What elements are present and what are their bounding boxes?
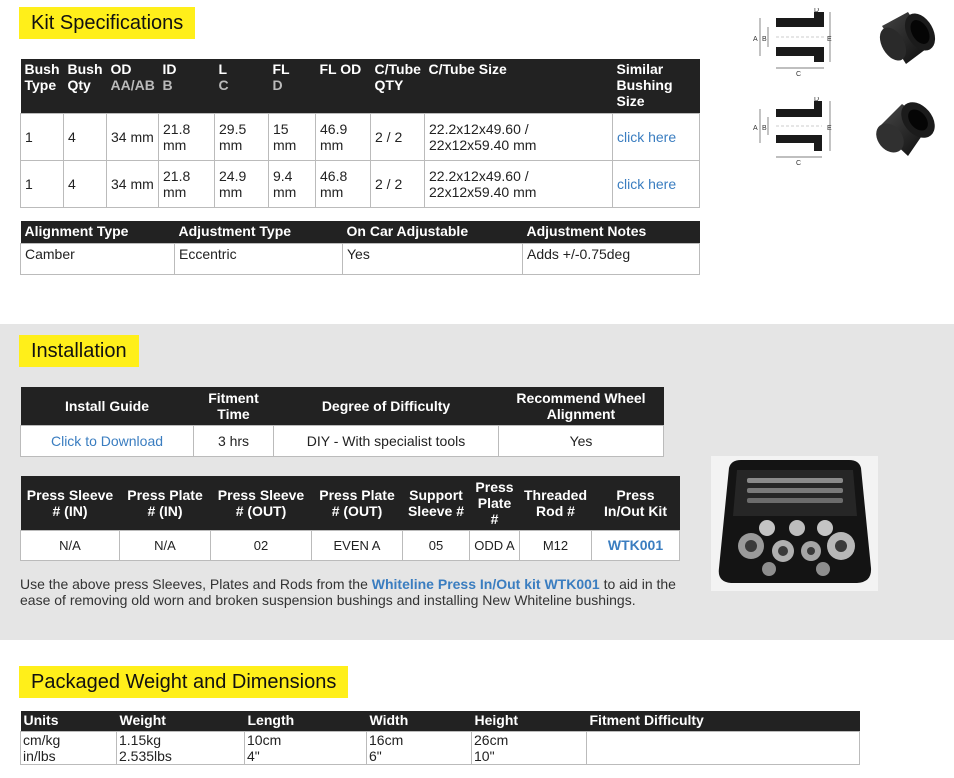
- table-row: [21, 244, 700, 275]
- cell-press-sleeve-in: N/A: [21, 531, 120, 561]
- cell-flange: 15 mm: [269, 114, 316, 161]
- col-fitment-time: Fitment Time: [194, 387, 274, 426]
- cell-weight: 1.15kg 2.535lbs: [117, 732, 245, 765]
- col-height: Height: [472, 711, 587, 732]
- label-e: E: [827, 125, 832, 132]
- col-length: Length: [245, 711, 367, 732]
- note-text-before: Use the above press Sleeves, Plates and Rods from the: [20, 576, 372, 592]
- label-a: A: [753, 36, 758, 43]
- cell-press-plate-in: N/A: [120, 531, 211, 561]
- press-header-row: [21, 476, 680, 531]
- col-flange: FL D: [269, 59, 316, 114]
- cell-flange: 9.4 mm: [269, 161, 316, 208]
- col-press-sleeve-out: Press Sleeve # (OUT): [211, 476, 312, 531]
- cell-od: 34 mm: [107, 114, 159, 161]
- label-d: D: [814, 97, 820, 103]
- table-row: [21, 114, 700, 161]
- col-bush-qty: Bush Qty: [64, 59, 107, 114]
- cell-similar-bushing: [613, 114, 700, 161]
- col-press-plate: Press Plate #: [470, 476, 520, 531]
- cell-id: 21.8 mm: [159, 161, 215, 208]
- cell-wheel-alignment: Yes: [499, 426, 664, 457]
- cell-threaded-rod: M12: [520, 531, 592, 561]
- kit-specifications-table: [20, 59, 700, 208]
- col-weight: Weight: [117, 711, 245, 732]
- cell-flange-od: 46.9 mm: [316, 114, 371, 161]
- bushing-render-1: [868, 6, 938, 76]
- label-c: C: [796, 71, 802, 78]
- cell-bush-type: 1: [21, 114, 64, 161]
- cell-length: 10cm 4": [245, 732, 367, 765]
- col-flange-od: FL OD: [316, 59, 371, 114]
- col-fitment-difficulty: Fitment Difficulty: [587, 711, 860, 732]
- col-ctube-size: C/Tube Size: [425, 59, 613, 114]
- col-units: Units: [21, 711, 117, 732]
- col-alignment-type: Alignment Type: [21, 221, 175, 244]
- cell-ctube-qty: 2 / 2: [371, 161, 425, 208]
- col-support-sleeve: Support Sleeve #: [403, 476, 470, 531]
- kit-specifications-title: Kit Specifications: [19, 7, 195, 39]
- bushing-diagram-1: [748, 8, 834, 78]
- label-b: B: [762, 125, 767, 132]
- cell-fitment-time: 3 hrs: [194, 426, 274, 457]
- cell-adjustment-notes: Adds +/-0.75deg: [523, 244, 700, 275]
- similar-bushing-link[interactable]: click here: [617, 129, 677, 145]
- cell-height: 26cm 10": [472, 732, 587, 765]
- label-e: E: [827, 36, 832, 43]
- installation-title: Installation: [19, 335, 139, 367]
- cell-press-plate: ODD A: [470, 531, 520, 561]
- col-od: OD AA/AB: [107, 59, 159, 114]
- cell-press-kit: [592, 531, 680, 561]
- cell-press-plate-out: EVEN A: [312, 531, 403, 561]
- bushing-render-2: [868, 94, 938, 164]
- cell-length: 29.5 mm: [215, 114, 269, 161]
- table-row: [21, 161, 700, 208]
- col-ctube-qty: C/Tube QTY: [371, 59, 425, 114]
- cell-units: cm/kg in/lbs: [21, 732, 117, 765]
- cell-ctube-size: 22.2x12x49.60 / 22x12x59.40 mm: [425, 114, 613, 161]
- table-row: [21, 732, 860, 765]
- col-adjustment-notes: Adjustment Notes: [523, 221, 700, 244]
- cell-length: 24.9 mm: [215, 161, 269, 208]
- col-press-plate-out: Press Plate # (OUT): [312, 476, 403, 531]
- cell-difficulty: DIY - With specialist tools: [274, 426, 499, 457]
- cell-bush-qty: 4: [64, 114, 107, 161]
- installation-table: [20, 387, 664, 457]
- kit-header-row: [21, 59, 700, 114]
- col-threaded-rod: Threaded Rod #: [520, 476, 592, 531]
- cell-fitment-difficulty: [587, 732, 860, 765]
- press-kit-note-link[interactable]: Whiteline Press In/Out kit WTK001: [371, 576, 600, 592]
- label-c: C: [796, 160, 802, 167]
- col-length: L C: [215, 59, 269, 114]
- col-on-car-adjustable: On Car Adjustable: [343, 221, 523, 244]
- col-press-kit: Press In/Out Kit: [592, 476, 680, 531]
- col-id: ID B: [159, 59, 215, 114]
- table-row: [21, 531, 680, 561]
- alignment-header-row: [21, 221, 700, 244]
- dimensions-table: [20, 711, 860, 765]
- press-kit-photo: [711, 456, 878, 591]
- download-guide-link[interactable]: Click to Download: [50, 433, 164, 449]
- label-d: D: [814, 8, 820, 14]
- press-tools-table: [20, 476, 680, 561]
- cell-on-car-adjustable: Yes: [343, 244, 523, 275]
- cell-id: 21.8 mm: [159, 114, 215, 161]
- col-difficulty: Degree of Difficulty: [274, 387, 499, 426]
- alignment-table: [20, 221, 700, 275]
- cell-similar-bushing: [613, 161, 700, 208]
- table-row: [21, 426, 664, 457]
- col-width: Width: [367, 711, 472, 732]
- cell-ctube-size: 22.2x12x49.60 / 22x12x59.40 mm: [425, 161, 613, 208]
- cell-adjustment-type: Eccentric: [175, 244, 343, 275]
- cell-width: 16cm 6": [367, 732, 472, 765]
- cell-support-sleeve: 05: [403, 531, 470, 561]
- cell-od: 34 mm: [107, 161, 159, 208]
- dimensions-header-row: [21, 711, 860, 732]
- col-press-sleeve-in: Press Sleeve # (IN): [21, 476, 120, 531]
- cell-press-sleeve-out: 02: [211, 531, 312, 561]
- press-kit-link[interactable]: WTK001: [607, 537, 664, 553]
- label-b: B: [762, 36, 767, 43]
- cell-alignment-type: Camber: [21, 244, 175, 275]
- col-similar-bushing: Similar Bushing Size: [613, 59, 700, 114]
- dimensions-title: Packaged Weight and Dimensions: [19, 666, 348, 698]
- cell-install-guide: [21, 426, 194, 457]
- installation-header-row: [21, 387, 664, 426]
- installation-note: [20, 576, 680, 608]
- label-a: A: [753, 125, 758, 132]
- col-wheel-alignment: Recommend Wheel Alignment: [499, 387, 664, 426]
- cell-bush-type: 1: [21, 161, 64, 208]
- col-bush-type: Bush Type: [21, 59, 64, 114]
- similar-bushing-link[interactable]: click here: [617, 176, 677, 192]
- note-text-after: to aid in the ease of removing old worn and broken suspension bushings and installing New Whiteline bushings.: [20, 576, 676, 608]
- cell-flange-od: 46.8 mm: [316, 161, 371, 208]
- bushing-diagram-2: [748, 97, 834, 167]
- col-press-plate-in: Press Plate # (IN): [120, 476, 211, 531]
- cell-bush-qty: 4: [64, 161, 107, 208]
- cell-ctube-qty: 2 / 2: [371, 114, 425, 161]
- col-install-guide: Install Guide: [21, 387, 194, 426]
- col-adjustment-type: Adjustment Type: [175, 221, 343, 244]
